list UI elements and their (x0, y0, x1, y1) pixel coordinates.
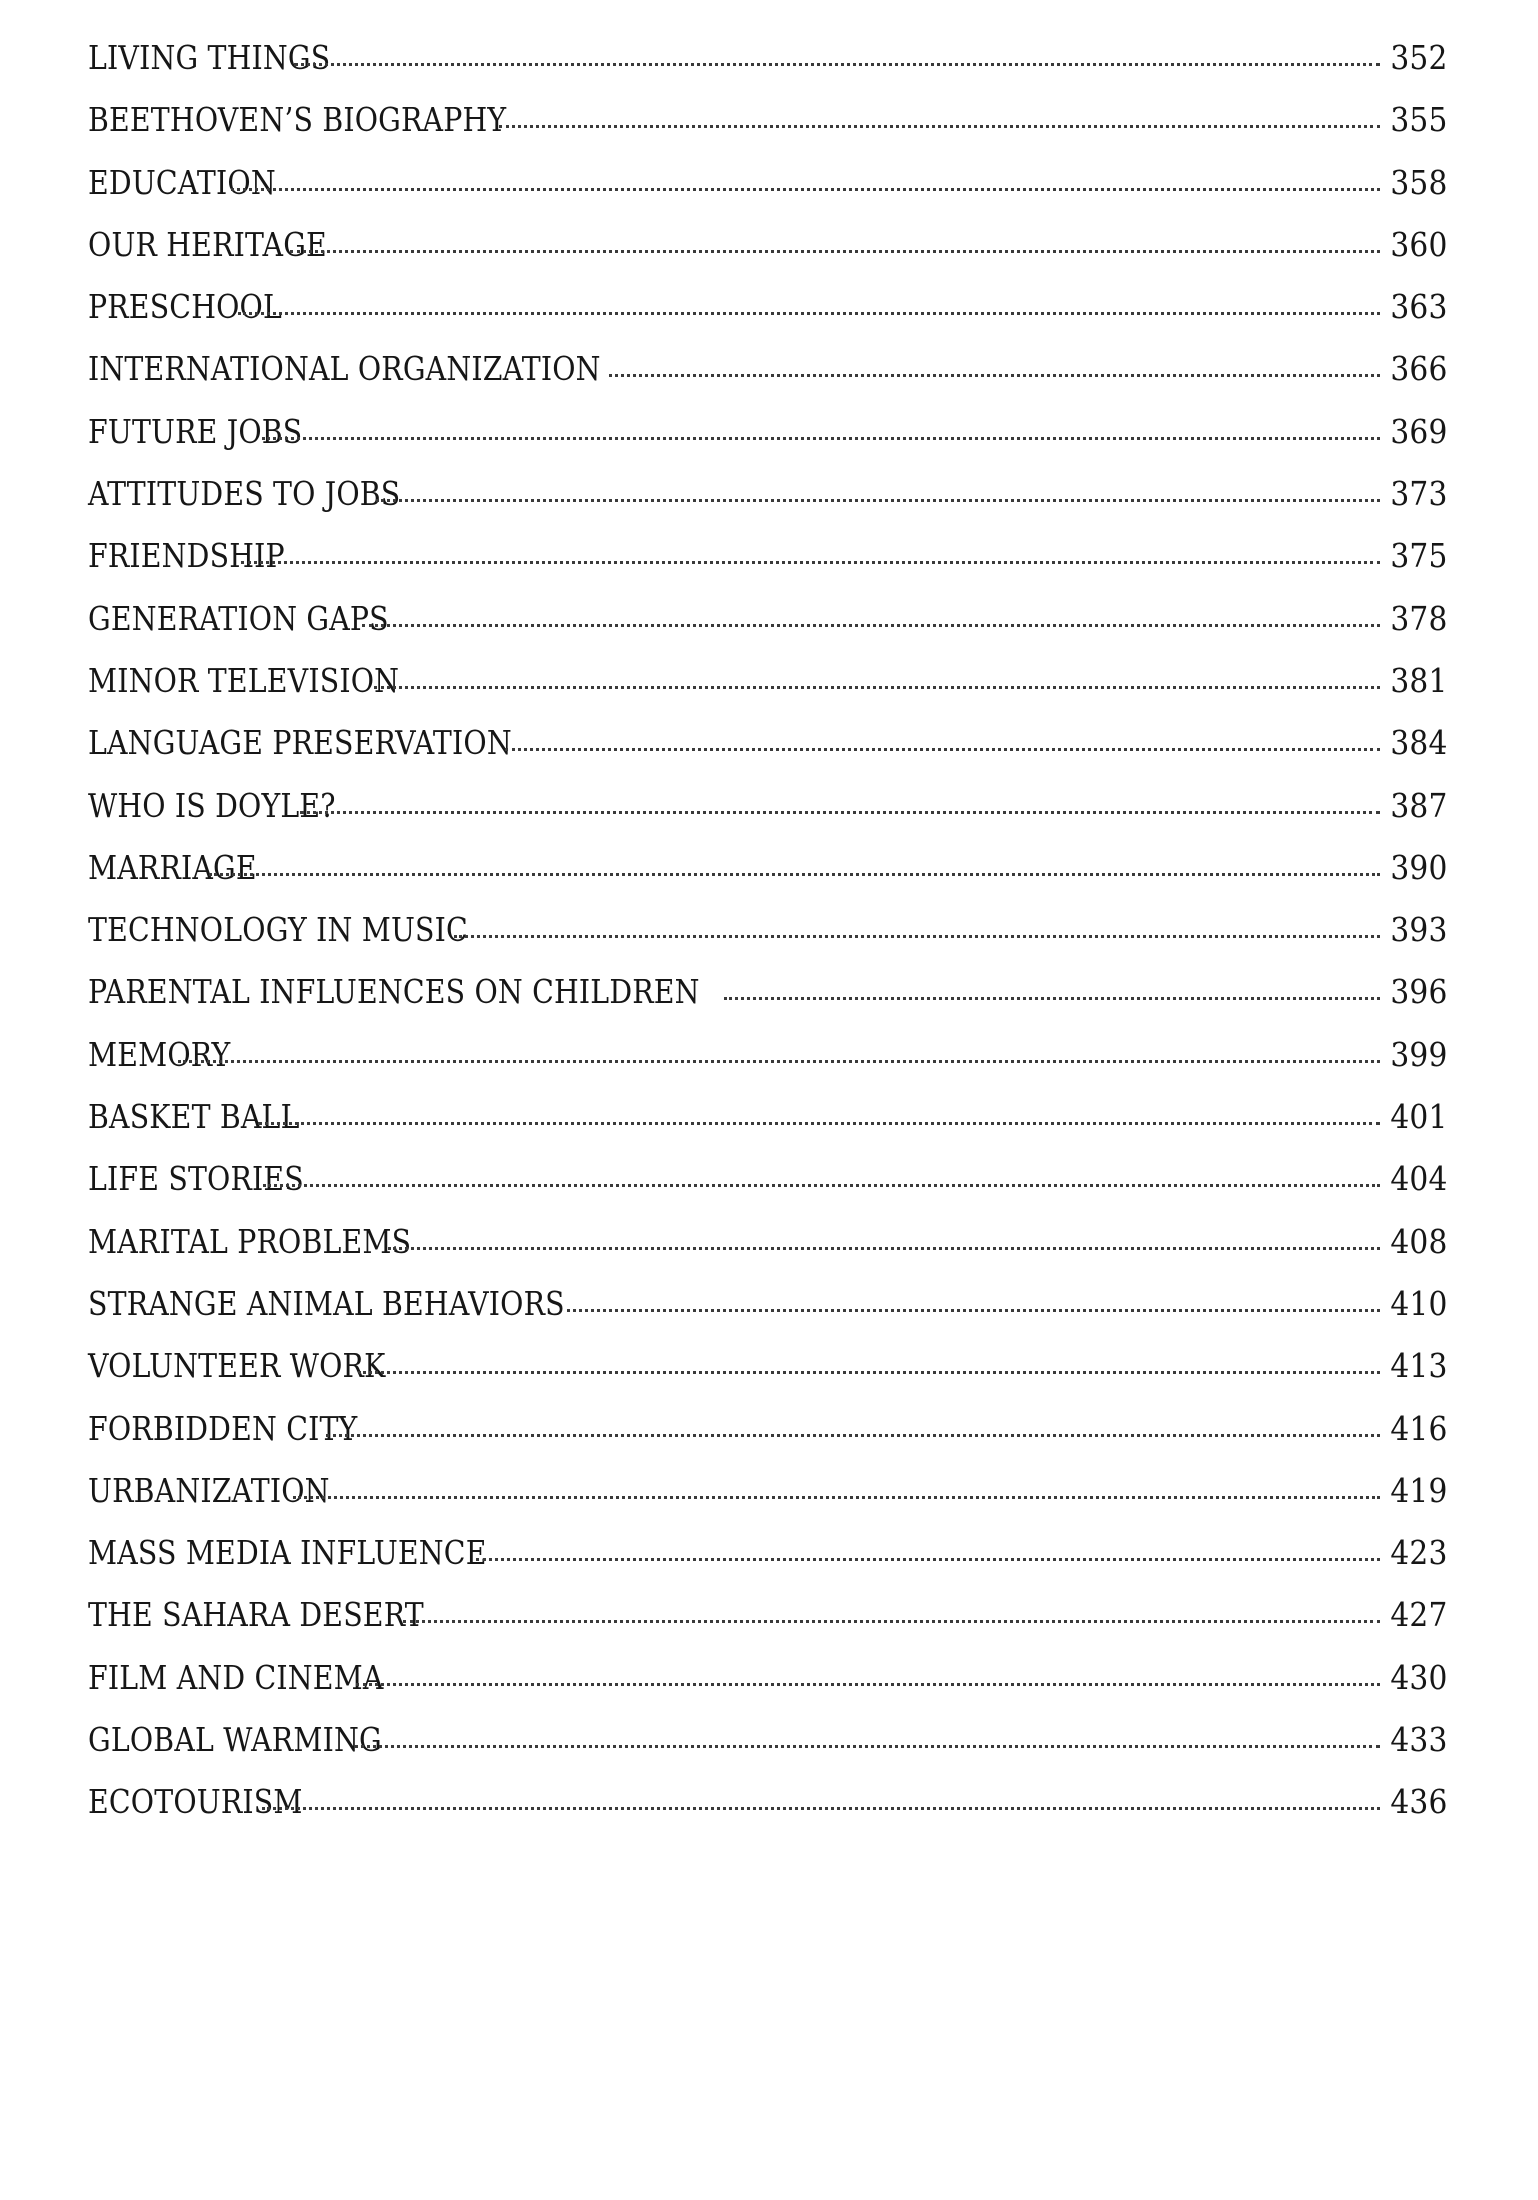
dot-leader (290, 250, 1380, 253)
toc-entry-page-number: 427 (1390, 1595, 1448, 1635)
toc-entry[interactable] (88, 910, 1448, 972)
toc-entry-page-number: 408 (1390, 1221, 1448, 1261)
toc-entry-page-number: 393 (1390, 910, 1448, 950)
dot-leader (358, 1371, 1380, 1374)
toc-entry-title: MARITAL PROBLEMS (88, 1221, 412, 1261)
dot-leader (403, 1620, 1380, 1623)
dot-leader (300, 811, 1380, 814)
dot-leader (231, 188, 1381, 191)
toc-entry-title: MEMORY (88, 1034, 231, 1074)
toc-entry[interactable] (88, 1222, 1448, 1284)
dot-leader (499, 125, 1381, 128)
toc-entry-title: WHO IS DOYLE? (88, 785, 336, 825)
toc-entry[interactable] (88, 972, 1448, 1034)
dot-leader (388, 1247, 1380, 1250)
toc-entry-page-number: 355 (1390, 100, 1448, 140)
dot-leader (241, 561, 1380, 564)
toc-entry[interactable] (88, 163, 1448, 225)
toc-entry-title: FORBIDDEN CITY (88, 1408, 358, 1448)
toc-entry-page-number: 378 (1390, 598, 1448, 638)
toc-entry-page-number: 399 (1390, 1034, 1448, 1074)
toc-entry[interactable] (88, 349, 1448, 411)
toc-entry-page-number: 433 (1390, 1720, 1448, 1760)
toc-entry[interactable] (88, 1782, 1448, 1844)
toc-entry-page-number: 352 (1390, 38, 1448, 77)
toc-entry-title: THE SAHARA DESERT (88, 1595, 424, 1635)
toc-entry-page-number: 410 (1390, 1283, 1448, 1323)
toc-entry[interactable] (88, 1409, 1448, 1471)
dot-leader (609, 374, 1381, 377)
toc-entry-title: PARENTAL INFLUENCES ON CHILDREN (88, 972, 700, 1012)
table-of-contents (88, 38, 1448, 1845)
toc-entry-page-number: 358 (1390, 162, 1448, 202)
toc-entry-page-number: 436 (1390, 1782, 1448, 1822)
toc-entry-title: MARRIAGE (88, 847, 257, 887)
toc-entry[interactable] (88, 848, 1448, 910)
toc-entry-title: LIVING THINGS (88, 38, 331, 77)
toc-entry[interactable] (88, 786, 1448, 848)
dot-leader (262, 1807, 1380, 1810)
toc-entry[interactable] (88, 1346, 1448, 1408)
toc-entry-page-number: 373 (1390, 474, 1448, 514)
toc-entry-page-number: 360 (1390, 224, 1448, 264)
toc-entry-page-number: 423 (1390, 1533, 1448, 1573)
toc-entry[interactable] (88, 661, 1448, 723)
toc-entry-page-number: 396 (1390, 972, 1448, 1012)
toc-entry-page-number: 416 (1390, 1408, 1448, 1448)
dot-leader (374, 686, 1380, 689)
toc-entry[interactable] (88, 412, 1448, 474)
dot-leader (293, 1496, 1380, 1499)
toc-entry-page-number: 384 (1390, 723, 1448, 763)
toc-entry-title: FRIENDSHIP (88, 536, 285, 576)
toc-entry-page-number: 413 (1390, 1346, 1448, 1386)
toc-entry[interactable] (88, 723, 1448, 785)
toc-entry[interactable] (88, 474, 1448, 536)
toc-entry-page-number: 381 (1390, 660, 1448, 700)
toc-entry[interactable] (88, 225, 1448, 287)
toc-entry[interactable] (88, 1658, 1448, 1720)
toc-entry[interactable] (88, 1595, 1448, 1657)
toc-entry-title: PRESCHOOL (88, 287, 283, 327)
toc-entry[interactable] (88, 38, 1448, 100)
toc-entry[interactable] (88, 1035, 1448, 1097)
toc-entry-title: INTERNATIONAL ORGANIZATION (88, 349, 601, 389)
toc-entry-page-number: 375 (1390, 536, 1448, 576)
dot-leader (476, 1558, 1381, 1561)
toc-entry-page-number: 387 (1390, 785, 1448, 825)
toc-entry-title: EDUCATION (88, 162, 276, 202)
dot-leader (505, 748, 1380, 751)
toc-entry-title: FILM AND CINEMA (88, 1657, 384, 1697)
dot-leader (724, 997, 1381, 1000)
toc-entry-page-number: 366 (1390, 349, 1448, 389)
toc-entry-page-number: 390 (1390, 847, 1448, 887)
toc-entry-title: GENERATION GAPS (88, 598, 389, 638)
dot-leader (362, 624, 1380, 627)
toc-entry-title: BEETHOVEN’S BIOGRAPHY (88, 100, 507, 140)
toc-entry-title: FUTURE JOBS (88, 411, 303, 451)
toc-entry-page-number: 404 (1390, 1159, 1448, 1199)
dot-leader (258, 1122, 1380, 1125)
toc-entry-title: ECOTOURISM (88, 1782, 303, 1822)
toc-entry[interactable] (88, 1533, 1448, 1595)
dot-leader (209, 873, 1381, 876)
toc-entry-title: TECHNOLOGY IN MUSIC (88, 910, 468, 950)
dot-leader (262, 437, 1381, 440)
toc-entry-page-number: 430 (1390, 1657, 1448, 1697)
toc-entry-title: STRANGE ANIMAL BEHAVIORS (88, 1283, 565, 1323)
toc-entry-page-number: 401 (1390, 1097, 1448, 1137)
dot-leader (454, 935, 1380, 938)
toc-entry-title: ATTITUDES TO JOBS (88, 474, 401, 514)
toc-entry-title: MASS MEDIA INFLUENCE (88, 1533, 487, 1573)
toc-entry-page-number: 369 (1390, 411, 1448, 451)
toc-entry-title: URBANIZATION (88, 1470, 330, 1510)
toc-entry[interactable] (88, 1097, 1448, 1159)
dot-leader (238, 312, 1380, 315)
toc-entry-title: GLOBAL WARMING (88, 1720, 382, 1760)
toc-entry[interactable] (88, 1720, 1448, 1782)
dot-leader (356, 1683, 1380, 1686)
dot-leader (178, 1060, 1380, 1063)
toc-entry-title: LIFE STORIES (88, 1159, 304, 1199)
toc-entry[interactable] (88, 1284, 1448, 1346)
toc-entry-title: BASKET BALL (88, 1097, 300, 1137)
dot-leader (354, 1745, 1380, 1748)
toc-entry[interactable] (88, 100, 1448, 162)
toc-entry[interactable] (88, 1471, 1448, 1533)
dot-leader (263, 1184, 1380, 1187)
dot-leader (294, 63, 1380, 66)
toc-entry-title: MINOR TELEVISION (88, 660, 400, 700)
toc-entry-title: LANGUAGE PRESERVATION (88, 723, 512, 763)
toc-entry-page-number: 419 (1390, 1470, 1448, 1510)
dot-leader (376, 499, 1381, 502)
toc-entry-title: OUR HERITAGE (88, 224, 327, 264)
dot-leader (567, 1309, 1381, 1312)
toc-entry[interactable] (88, 599, 1448, 661)
toc-entry-title: VOLUNTEER WORK (88, 1346, 386, 1386)
toc-entry-page-number: 363 (1390, 287, 1448, 327)
toc-entry[interactable] (88, 536, 1448, 598)
toc-entry[interactable] (88, 1159, 1448, 1221)
dot-leader (326, 1434, 1381, 1437)
toc-entry[interactable] (88, 287, 1448, 349)
